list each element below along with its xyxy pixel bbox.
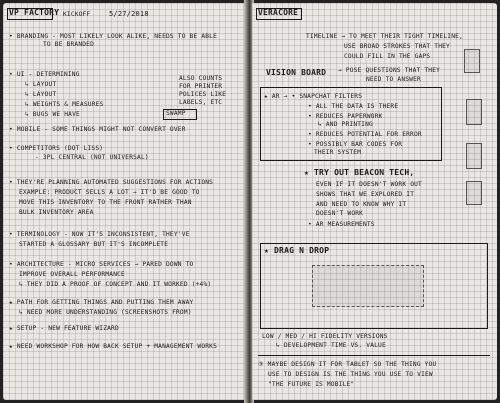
ar-line: ↳ AND PRINTING	[318, 121, 373, 128]
header-title: VERACORE	[258, 8, 299, 17]
note-line: ↳ THEY DID A PROOF OF CONCEPT AND IT WORKED (+4%)	[19, 281, 212, 288]
drag-drop-label: ★ DRAG N DROP	[264, 246, 330, 255]
timeline-line: COULD FILL IN THE GAPS	[344, 53, 431, 60]
note-line: STARTED A GLOSSARY BUT IT'S INCOMPLETE	[19, 241, 169, 248]
note-line: ★ SETUP - NEW FEATURE WIZARD	[9, 325, 119, 332]
note-line: IMPROVE OVERALL PERFORMANCE	[19, 271, 125, 278]
note-line: ↳ WEIGHTS & MEASURES	[25, 101, 104, 108]
left-page	[3, 3, 246, 400]
beacon-line: SHOWS THAT WE EXPLORED IT	[316, 191, 415, 198]
right-page	[252, 3, 497, 400]
fidelity-line: ↳ DEVELOPMENT TIME VS. VALUE	[276, 342, 386, 349]
note-line: EXAMPLE: PRODUCT SELLS A LOT → IT'D BE GOOD TO	[19, 189, 200, 196]
vision-board-note: NEED TO ANSWER	[366, 76, 421, 83]
note-line: ↳ NEED MORE UNDERSTANDING (SCREENSHOTS FROM)	[19, 309, 192, 316]
sketch-wireframe	[312, 265, 424, 307]
note-line: - 3PL CENTRAL (NOT UNIVERSAL)	[35, 154, 149, 161]
divider-line	[258, 355, 490, 356]
note-line: TO BE BRANDED	[43, 41, 95, 48]
beacon-line: • AR MEASUREMENTS	[308, 221, 375, 228]
side-note-line: LABELS, ETC	[179, 99, 223, 106]
sketch-device	[464, 49, 480, 73]
note-line: • MOBILE - SOME THINGS MIGHT NOT CONVERT OVER	[9, 126, 186, 133]
header-date: 5/27/2018	[109, 10, 149, 18]
maybe-line: ③ MAYBE DESIGN IT FOR TABLET SO THE THING YOU	[258, 361, 437, 368]
note-line: • UI - DETERMINING	[9, 71, 80, 78]
ar-line: ★ AR → • SNAPCHAT FILTERS	[264, 93, 363, 100]
note-line: • COMPETITORS (DOT LISS)	[9, 145, 104, 152]
maybe-line: USE TO DESIGN IS THE THING YOU USE TO VIEW	[268, 371, 433, 378]
beacon-line: AND NEED TO KNOW WHY IT	[316, 201, 407, 208]
sketch-device	[466, 143, 482, 169]
fidelity-line: LOW / MED / HI FIDELITY VERSIONS	[262, 333, 388, 340]
beacon-line: EVEN IF IT DOESN'T WORK OUT	[316, 181, 422, 188]
header-title: VP FACTORY	[9, 8, 60, 17]
note-line: • BRANDING - MOST LIKELY LOOK ALIKE, NEEDS TO BE ABLE	[9, 33, 218, 40]
note-line: MOVE THIS INVENTORY TO THE FRONT RATHER THAN	[19, 199, 192, 206]
vision-board-label: VISION BOARD	[266, 68, 327, 77]
header-person: KICKOFF	[63, 11, 91, 18]
beacon-line: ★ TRY OUT BEACON TECH,	[304, 168, 415, 177]
vision-board-note: → POSE QUESTIONS THAT THEY	[338, 67, 441, 74]
note-line: • THEY'RE PLANNING AUTOMATED SUGGESTIONS FOR ACTIONS	[9, 179, 214, 186]
maybe-line: "THE FUTURE IS MOBILE"	[268, 381, 355, 388]
ar-line: THEIR SYSTEM	[314, 149, 362, 156]
ar-line: • ALL THE DATA IS THERE	[308, 103, 399, 110]
side-note-line: FOR PRINTER	[179, 83, 223, 90]
timeline-line: USE BROAD STROKES THAT THEY	[344, 43, 450, 50]
swamp-label: SWAMP	[166, 110, 186, 117]
note-line: ↳ LAYOUT	[25, 91, 57, 98]
note-line: BULK INVENTORY AREA	[19, 209, 94, 216]
ar-line: • REDUCES POTENTIAL FOR ERROR	[308, 131, 422, 138]
side-note-line: ALSO COUNTS	[179, 75, 223, 82]
beacon-line: DOESN'T WORK	[316, 210, 364, 217]
note-line: ↳ LAYOUT	[25, 81, 57, 88]
ar-line: • POSSIBLY BAR CODES FOR	[308, 141, 403, 148]
side-note-line: POLICES LIKE	[179, 91, 227, 98]
note-line: • ARCHITECTURE - MICRO SERVICES → PARED DOWN TO	[9, 261, 194, 268]
note-line: ★ PATH FOR GETTING THINGS AND PUTTING THEM AWAY	[9, 299, 194, 306]
sketch-device	[466, 181, 482, 205]
note-line: • TERMINOLOGY - NOW IT'S INCONSISTENT, THEY'VE	[9, 231, 190, 238]
note-line: ↳ BUGS WE HAVE	[25, 111, 80, 118]
timeline-line: TIMELINE → TO MEET THEIR TIGHT TIMELINE,	[306, 33, 464, 40]
note-line: ★ NEED WORKSHOP FOR HOW BACK SETUP + MANAGEMENT WORKS	[9, 343, 218, 350]
ar-line: • REDUCES PAPERWORK	[308, 113, 383, 120]
sketch-device	[466, 99, 482, 125]
